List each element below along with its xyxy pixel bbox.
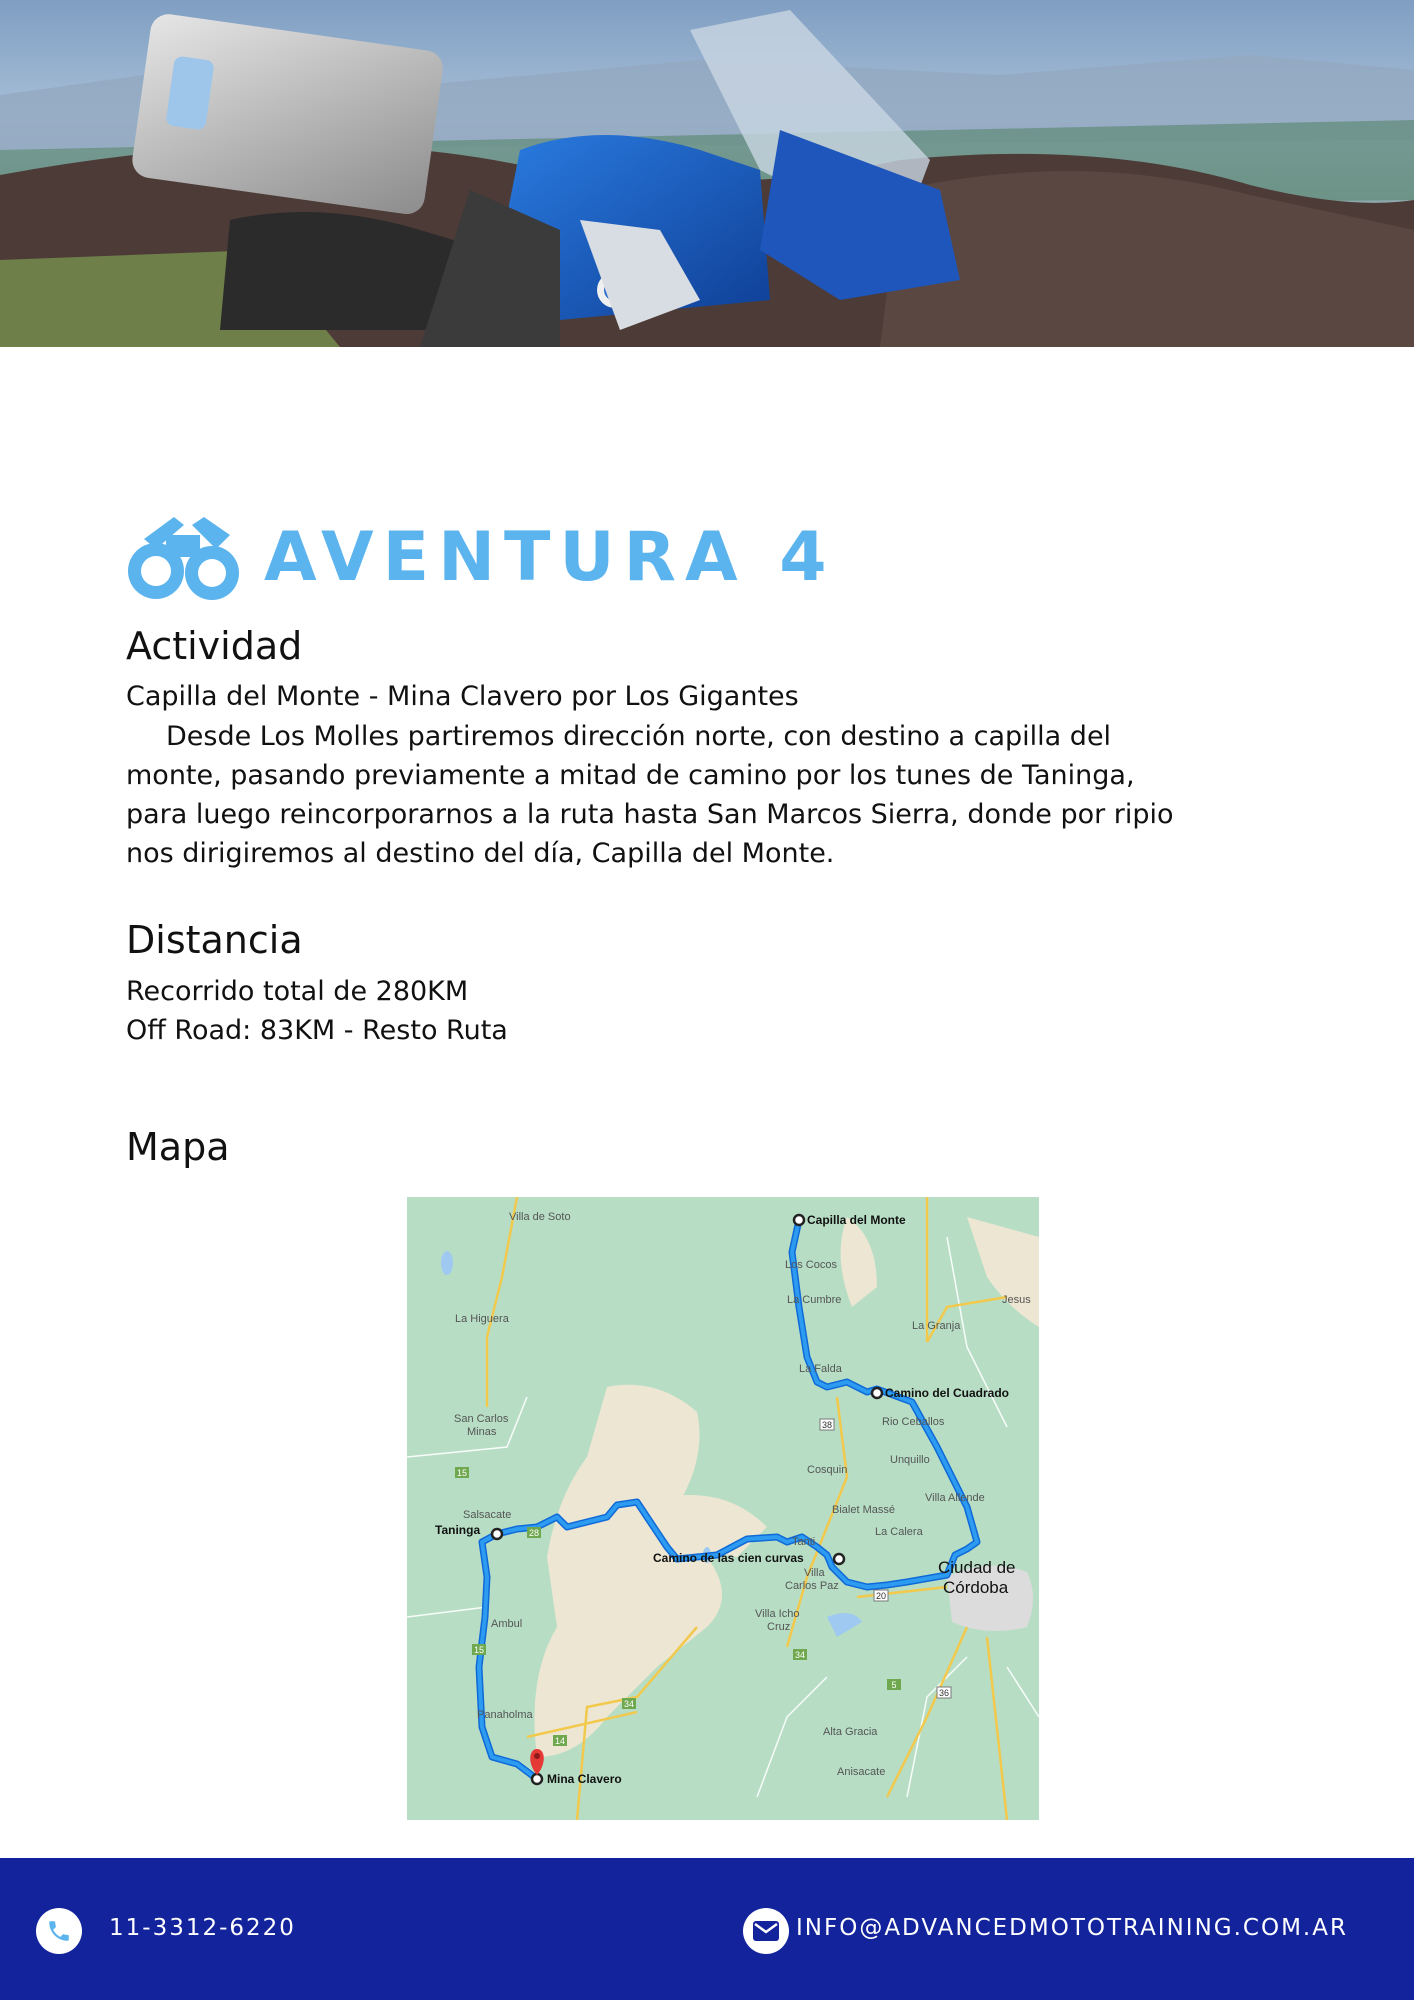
route-map[interactable] [407, 1197, 1039, 1820]
road-number: 15 [456, 1468, 468, 1478]
place-label: Los Cocos [785, 1259, 837, 1271]
place-label: Unquillo [890, 1454, 930, 1466]
place-label: Bialet Massé [832, 1504, 895, 1516]
road-number: 28 [528, 1528, 540, 1538]
place-label: Cruz [767, 1621, 791, 1633]
description-line: nos dirigiremos al destino del día, Capilla del Monte. [126, 838, 835, 869]
waypoint-marker [794, 1215, 804, 1225]
place-label: Minas [467, 1426, 497, 1438]
description-line: monte, pasando previamente a mitad de camino por los tunes de Taninga, [126, 760, 1135, 791]
waypoint-marker [834, 1554, 844, 1564]
place-label: Taninga [435, 1523, 481, 1537]
description-line: Desde Los Molles partiremos dirección norte, con destino a capilla del [166, 721, 1112, 752]
place-label: Cosquin [807, 1464, 848, 1476]
place-label: Córdoba [943, 1578, 1009, 1597]
place-label: Camino del Cuadrado [885, 1386, 1010, 1400]
place-label: Villa de Soto [509, 1211, 571, 1223]
place-label: Villa [804, 1567, 825, 1579]
waypoint-marker [532, 1774, 542, 1784]
mapa-heading: Mapa [126, 1125, 230, 1169]
road-number: 5 [891, 1680, 897, 1690]
place-label: La Cumbre [787, 1294, 842, 1306]
road-number: 38 [821, 1420, 833, 1430]
actividad-heading: Actividad [126, 624, 303, 668]
phone-icon[interactable] [36, 1908, 82, 1954]
place-label: Carlos Paz [785, 1580, 839, 1592]
place-label: Rio Ceballos [882, 1416, 945, 1428]
distance-offroad: Off Road: 83KM - Resto Ruta [126, 1015, 508, 1046]
road-number: 34 [623, 1699, 635, 1709]
distance-total: Recorrido total de 280KM [126, 976, 469, 1007]
place-label: Capilla del Monte [807, 1213, 906, 1227]
activity-description [126, 717, 1276, 873]
footer-phone[interactable]: 11-3312-6220 [109, 1915, 296, 1941]
place-label: La Falda [799, 1363, 842, 1375]
place-label: Anisacate [837, 1766, 886, 1778]
place-label: Panaholma [477, 1709, 533, 1721]
hero-photo [0, 0, 1414, 347]
road-number: 34 [794, 1650, 806, 1660]
road-number: 14 [554, 1736, 566, 1746]
road-number: 36 [938, 1688, 950, 1698]
distancia-heading: Distancia [126, 918, 303, 962]
place-label: Camino de las cien curvas [653, 1551, 804, 1565]
footer-email[interactable]: INFO@ADVANCEDMOTOTRAINING.COM.AR [796, 1915, 1348, 1941]
place-label: San Carlos [454, 1413, 509, 1425]
description-line: para luego reincorporarnos a la ruta hasta San Marcos Sierra, donde por ripio [126, 799, 1174, 830]
place-label: Ambul [491, 1618, 523, 1630]
place-label: Ciudad de [938, 1558, 1016, 1577]
place-label: La Calera [875, 1526, 923, 1538]
place-label: Salsacate [463, 1509, 512, 1521]
place-label: Villa Allende [925, 1492, 985, 1504]
road-number: 15 [473, 1645, 485, 1655]
title-row [126, 512, 836, 602]
place-label: Alta Gracia [823, 1726, 878, 1738]
activity-route: Capilla del Monte - Mina Clavero por Los Gigantes [126, 681, 799, 712]
place-label: Tanti [792, 1536, 816, 1548]
page-title: AVENTURA 4 [264, 517, 836, 597]
place-label: Jesus [1002, 1294, 1031, 1306]
place-label: La Granja [912, 1320, 961, 1332]
place-label: Villa Icho [755, 1608, 800, 1620]
place-label: La Higuera [455, 1313, 509, 1325]
binoculars-icon [126, 513, 240, 601]
waypoint-marker [492, 1529, 502, 1539]
road-number: 20 [875, 1591, 887, 1601]
place-label: Mina Clavero [547, 1772, 622, 1786]
waypoint-marker [872, 1388, 882, 1398]
envelope-icon[interactable] [743, 1908, 789, 1954]
